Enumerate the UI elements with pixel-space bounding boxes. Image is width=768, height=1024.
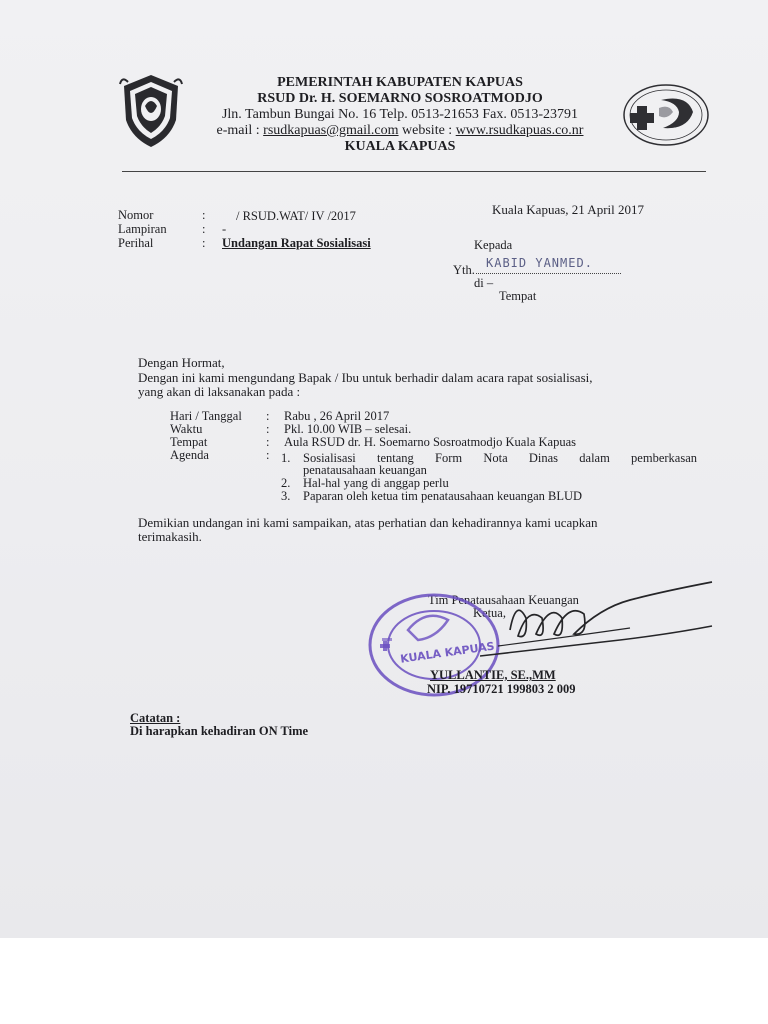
tempat-event-colon: : [266, 435, 270, 449]
recipient-handwritten: KABID YANMED. [486, 256, 593, 270]
closing-line2: terimakasih. [138, 529, 202, 544]
agenda-item-1-line1: Sosialisasi tentang Form Nota Dinas dalam pemberkasan [303, 451, 697, 465]
regency-emblem-icon [118, 72, 184, 150]
agenda-item-2-number: 2. [281, 476, 291, 490]
email-link[interactable]: rsudkapuas@gmail.com [263, 123, 399, 138]
waktu-colon: : [266, 422, 270, 436]
lampiran-colon: : [202, 222, 206, 236]
perihal-value: Undangan Rapat Sosialisasi [222, 236, 371, 250]
agenda-colon: : [266, 448, 270, 462]
nomor-label: Nomor [118, 208, 154, 222]
agenda-item-1-number: 1. [281, 451, 291, 465]
letterhead-contact: e-mail : rsudkapuas@gmail.com website : www.rsudkapuas.co.nr [216, 123, 584, 138]
tempat-event-label: Tempat [170, 435, 208, 449]
handwritten-signature [480, 578, 720, 668]
lampiran-label: Lampiran [118, 222, 167, 236]
waktu-value: Pkl. 10.00 WIB – selesai. [284, 422, 412, 436]
nomor-value: / RSUD.WAT/ IV /2017 [236, 209, 356, 223]
letterhead-hospital-name: RSUD Dr. H. SOEMARNO SOSROATMODJO [257, 91, 543, 106]
hospital-logo-icon [621, 82, 711, 148]
hari-label: Hari / Tanggal [170, 409, 242, 423]
tempat-label: Tempat [499, 289, 537, 303]
hari-colon: : [266, 409, 270, 423]
catatan-text: Di harapkan kehadiran ON Time [130, 724, 309, 738]
signatory-title: Tim Penatausahaan Keuangan [428, 593, 579, 607]
body-intro-line1: Dengan ini kami mengundang Bapak / Ibu untuk berhadir dalam acara rapat sosialisasi, [138, 370, 593, 385]
letterhead-city: KUALA KAPUAS [344, 139, 456, 154]
perihal-colon: : [202, 236, 206, 250]
stamp-text: KUALA KAPUAS [399, 639, 496, 666]
signatory-nip: NIP. 19710721 199803 2 009 [427, 682, 576, 696]
agenda-item-3-number: 3. [281, 489, 291, 503]
signatory-position: Ketua, [473, 606, 506, 620]
yth-label: Yth. [453, 263, 475, 277]
catatan-label: Catatan : [130, 711, 181, 725]
signatory-name: YULLANTIE, SE.,MM [430, 668, 556, 682]
waktu-label: Waktu [170, 422, 203, 436]
tempat-event-value: Aula RSUD dr. H. Soemarno Sosroatmodjo Kuala Kapuas [284, 435, 576, 449]
letter-date: Kuala Kapuas, 21 April 2017 [492, 202, 645, 217]
agenda-label: Agenda [170, 448, 209, 462]
hari-value: Rabu , 26 April 2017 [284, 409, 390, 423]
letterhead-government: PEMERINTAH KABUPATEN KAPUAS [277, 75, 523, 90]
letterhead-divider [122, 171, 706, 172]
kepada-label: Kepada [474, 238, 513, 252]
nomor-colon: : [202, 208, 206, 222]
lampiran-value: - [222, 222, 227, 236]
agenda-item-1-line2: penatausahaan keuangan [303, 463, 427, 477]
closing-line1: Demikian undangan ini kami sampaikan, atas perhatian dan kehadirannya kami ucapkan [138, 515, 598, 530]
recipient-dotted-line [476, 273, 621, 274]
di-label: di – [474, 276, 494, 290]
body-intro-line2: yang akan di laksanakan pada : [138, 384, 301, 399]
agenda-item-2-text: Hal-hal yang di anggap perlu [303, 476, 449, 490]
salutation: Dengan Hormat, [138, 355, 225, 370]
agenda-item-3-text: Paparan oleh ketua tim penatausahaan keuangan BLUD [303, 489, 583, 503]
website-link[interactable]: www.rsudkapuas.co.nr [455, 123, 584, 138]
letterhead-address: Jln. Tambun Bungai No. 16 Telp. 0513-21653 Fax. 0513-23791 [221, 107, 579, 122]
perihal-label: Perihal [118, 236, 154, 250]
